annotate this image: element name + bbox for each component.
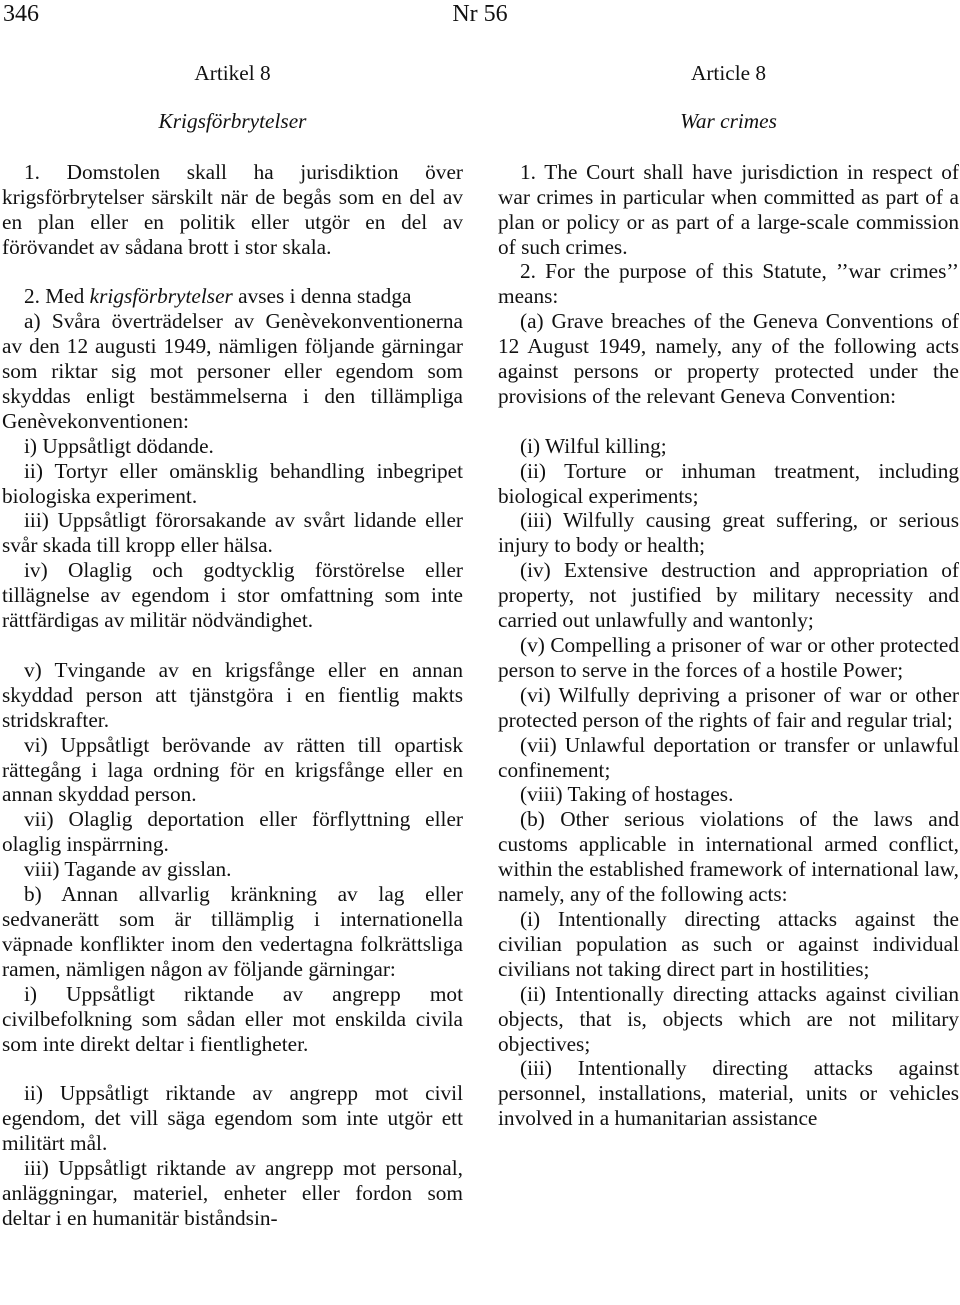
item-a-iii-en: (iii) Wilfully causing great suffering, or serious injury to body or health;	[498, 508, 959, 558]
item-a-vi-sv: vi) Uppsåtligt berövande av rätten till opartisk rättegång i laga ordning för en krigsfånge eller en annan skyddad person.	[2, 732, 463, 807]
page-number: 346	[3, 1, 39, 27]
item-a-viii-en: (viii) Taking of hostages.	[520, 782, 734, 807]
issue-number: Nr 56	[452, 1, 508, 27]
paragraph-2-sv: 2. Med krigsförbrytelser avses i denna stadga	[24, 284, 412, 309]
item-b-iii-sv: iii) Uppsåtligt riktande av angrepp mot personal, anläggningar, materiel, enheter eller fordon som deltar i en humanitär biståndsin-	[2, 1156, 463, 1230]
paragraph-1-sv: 1. Domstolen skall ha jurisdiktion över krigsförbrytelser särskilt när de begås som en del av en plan eller en politik eller utgör en del av förövandet av sådana brott i stor skala.	[2, 159, 463, 259]
item-a-vii-sv: vii) Olaglig deportation eller förflyttning eller olaglig inspärrning.	[2, 807, 463, 857]
item-b-i-en: (i) Intentionally directing attacks against the civilian population as such or against individual civilians not taking direct part in hostilities;	[498, 906, 959, 981]
item-a-vii-en: (vii) Unlawful deportation or transfer or unlawful confinement;	[498, 732, 959, 782]
paragraph-2-en: 2. For the purpose of this Statute, ’’war crimes’’ means:	[498, 259, 959, 309]
item-a-en: (a) Grave breaches of the Geneva Conventions of 12 August 1949, namely, any of the following acts against persons or property protected under the provisions of the relevant Geneva Convention:	[498, 309, 959, 408]
item-b-en: (b) Other serious violations of the laws and customs applicable in international armed conflict, within the established framework of international law, namely, any of the following acts:	[498, 807, 959, 907]
article-title-sv: Krigsförbrytelser	[158, 108, 307, 133]
item-a-i-en: (i) Wilful killing;	[520, 433, 667, 458]
item-b-iii-en: (iii) Intentionally directing attacks against personnel, installations, material, units or vehicles involved in a humanitarian assistance	[498, 1056, 959, 1131]
item-a-iv-en: (iv) Extensive destruction and appropriation of property, not justified by military necessity and carried out unlawfully and wantonly;	[498, 558, 959, 633]
english-column	[498, 61, 959, 1131]
item-a-iii-sv: iii) Uppsåtligt förorsakande av svårt lidande eller svår skada till kropp eller hälsa.	[2, 508, 463, 558]
item-b-ii-sv: ii) Uppsåtligt riktande av angrepp mot civil egendom, det vill säga egendom som inte utgör ett militärt mål.	[2, 1081, 463, 1156]
item-b-sv: b) Annan allvarlig kränkning av lag eller sedvanerätt som är tillämplig i internationella väpnade konflikter inom den vedertagna folkrättsliga ramen, nämligen någon av följande gärningar:	[2, 882, 463, 981]
item-a-v-sv: v) Tvingande av en krigsfånge eller en annan skyddad person att tjänstgöra i en fientlig makts stridskrafter.	[2, 657, 463, 732]
article-heading-sv: Artikel 8	[194, 61, 271, 85]
paragraph-1-en: 1. The Court shall have jurisdiction in respect of war crimes in particular when committed as part of a plan or policy or as part of a large-scale commission of such crimes.	[498, 159, 959, 259]
item-a-ii-en: (ii) Torture or inhuman treatment, including biological experiments;	[498, 458, 959, 508]
item-b-ii-en: (ii) Intentionally directing attacks against civilian objects, that is, objects which are not military objectives;	[498, 981, 959, 1056]
item-a-ii-sv: ii) Tortyr eller omänsklig behandling inbegripet biologiska experiment.	[2, 458, 463, 508]
item-a-v-en: (v) Compelling a prisoner of war or other protected person to serve in the forces of a hostile Power;	[498, 633, 959, 682]
article-heading-en: Article 8	[690, 61, 767, 85]
item-a-sv: a) Svåra överträdelser av Genèvekonventionerna av den 12 augusti 1949, nämligen följande gärningar som riktar sig mot personer eller egendom som skyddas enligt bestämmelserna i den tillämpliga Genèvekonventionen:	[2, 309, 463, 433]
item-a-iv-sv: iv) Olaglig och godtycklig förstörelse eller tillägnelse av egendom i stor omfattning som inte rättfärdigas av militär nödvändighet.	[2, 558, 463, 633]
item-a-viii-sv: viii) Tagande av gisslan.	[24, 857, 232, 882]
item-a-i-sv: i) Uppsåtligt dödande.	[24, 433, 214, 458]
item-a-vi-en: (vi) Wilfully depriving a prisoner of war or other protected person of the rights of fair and regular trial;	[498, 682, 959, 732]
swedish-column	[2, 61, 463, 1231]
term-krigsforbrytelser: krigsförbrytelser	[89, 284, 233, 309]
page-header	[0, 0, 960, 30]
item-b-i-sv: i) Uppsåtligt riktande av angrepp mot civilbefolkning som sådan eller mot enskilda civila som inte direkt deltar i fientligheter.	[2, 981, 463, 1056]
article-title-en: War crimes	[680, 108, 777, 133]
